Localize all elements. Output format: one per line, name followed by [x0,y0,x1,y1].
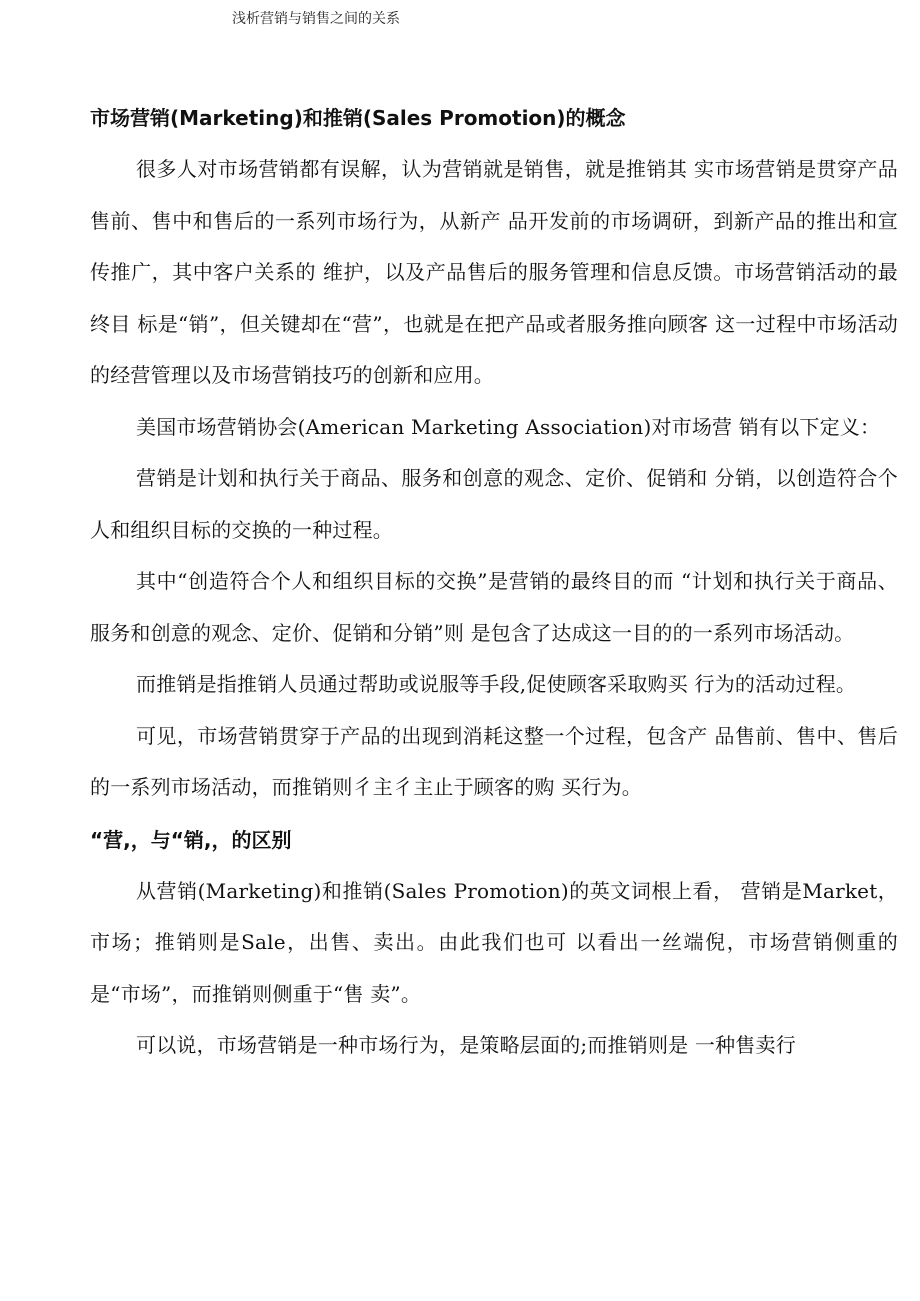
paragraph: 而推销是指推销人员通过帮助或说服等手段,促使顾客采取购买 行为的活动过程。 [136,672,857,696]
running-header: 浅析营销与销售之间的关系 [232,11,400,27]
paragraph: 美国市场营销协会(American Marketing Association)对市场营 销有以下定义： [136,414,881,439]
paragraph: 营销是计划和执行关于商品、服务和创意的观念、定价、促销和 分销，以创造符合个人和组织目标的交换的一种过程。 [90,466,898,542]
section-heading-concepts: 市场营销(Marketing)和推销(Sales Promotion)的概念 [90,106,626,130]
paragraph: 从营销(Marketing)和推销(Sales Promotion)的英文词根上看， 营销是Market，市场；推销则是Sale，出售、卖出。由此我们也可 以看出一丝端倪，市场营销侧重的是“市场”，而推销则侧重于“售 卖”。 [90,878,898,1006]
paragraph: 很多人对市场营销都有误解，认为营销就是销售，就是推销其 实市场营销是贯穿产品售前、售中和售后的一系列市场行为，从新产 品开发前的市场调研，到新产品的推出和宣传推广，其中客户关系的 维护，以及产品售后的服务管理和信息反馈。市场营销活动的最终目 标是“销”，但关键却在“营”，也就是在把产品或者服务推向顾客 这一过程中市场活动的经营管理以及市场营销技巧的创新和应用。 [90,157,898,387]
document-body [90,92,898,1072]
section-heading-differences: “营,，与“销,，的区别 [90,827,292,852]
paragraph: 可以说，市场营销是一种市场行为，是策略层面的;而推销则是 一种售卖行 [136,1033,796,1057]
paragraph: 可见，市场营销贯穿于产品的出现到消耗这整一个过程，包含产 品售前、售中、售后的一系列市场活动，而推销则彳主彳主止于顾客的购 买行为。 [90,723,898,799]
paragraph: 其中“创造符合个人和组织目标的交换”是营销的最终目的而 “计划和执行关于商品、服务和创意的观念、定价、促销和分销”则 是包含了达成这一目的的一系列市场活动。 [90,569,898,645]
